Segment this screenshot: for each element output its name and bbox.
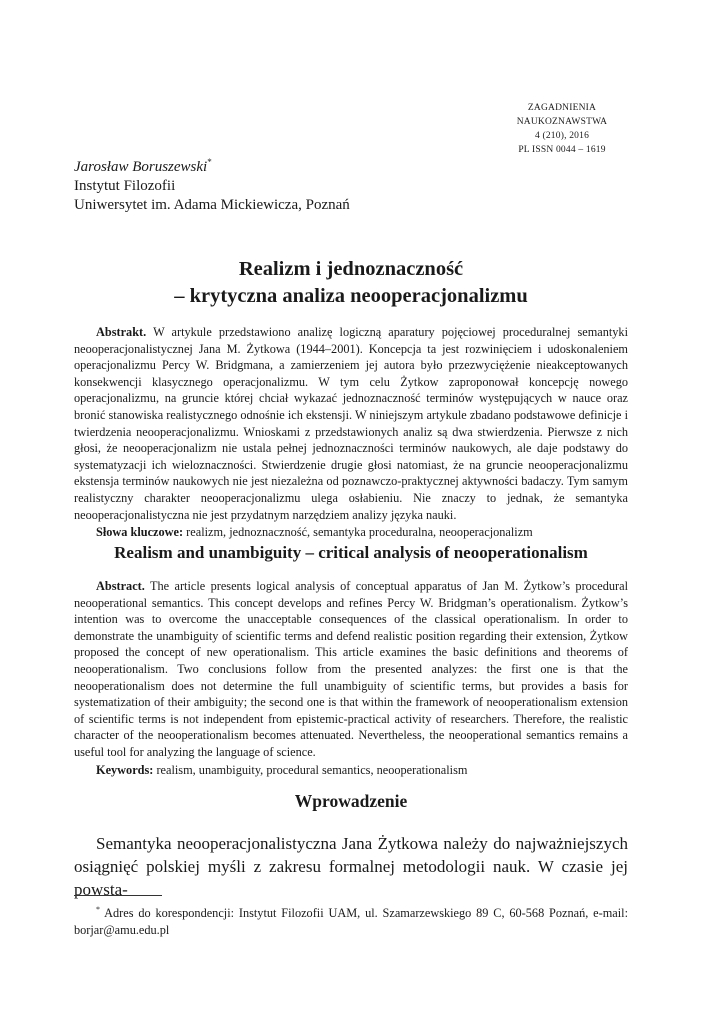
paper-title-line1: Realizm i jednoznaczność [238,258,464,280]
footnote [74,902,628,938]
footnote-divider [74,895,162,896]
abstract-en-text: The article presents logical analysis of conceptual apparatus of Jan M. Żytkow’s procedural neooperational semantics. This concept develops and refines Percy W. Bridgman’s operationalism. Żytkow’s intention was to overcome the unacceptable consequences of the classical operationalism. In order to demonstrate the unambiguity of scientific terms and defend realistic position regarding their extension, Żytkow proposed the concept of new operationalism. This article examines the basic definitions and theorems of neooperationalism. Two conclusions follow from the presented analyzes: the first one is that the neooperationalism does not determine the full unambiguity of scientific terms, but provides a basis for systematization of their ambiguity; the second one is that within the framework of neooperationalism extension of scientific terms is not independent from epistemic-practical activity of researchers. Therefore, the realistic character of the neooperationalism becomes attenuated. Nevertheless, the neooperational semantics remains a useful tool for analyzing the language of science. [74,579,628,759]
author-name-line [74,153,350,177]
keywords-pl-text: realizm, jednoznaczność, semantyka proceduralna, neooperacjonalizm [183,525,533,540]
abstract-pl [74,324,628,541]
author-name: Jarosław Boruszewski [74,159,208,175]
journal-name-line1: ZAGADNIENIA [527,103,597,113]
body-text [74,832,628,901]
keywords-en [74,762,628,779]
author-institute: Instytut Filozofii [74,178,176,194]
author-block [74,153,350,215]
keywords-en-label: Keywords: [96,762,154,777]
keywords-pl [74,524,628,541]
paper-title-line2: – krytyczna analiza neooperacjonalizmu [174,285,528,307]
journal-info [422,101,622,157]
keywords-en-text: realism, unambiguity, procedural semantics, neooperationalism [153,762,468,777]
author-footnote-marker[interactable]: * [207,157,212,167]
abstract-pl-paragraph [74,324,628,523]
english-title: Realism and unambiguity – critical analysis of neooperationalism [114,543,588,562]
journal-issue: 4 (210), 2016 [534,131,590,141]
abstract-en-label: Abstract. [96,579,145,593]
abstract-en [74,578,628,778]
paper-title [74,256,628,310]
footnote-marker: * [96,905,100,914]
body-paragraph: Semantyka neooperacjonalistyczna Jana Żytkowa należy do najważniejszych osiągnięć polskiej myśli z zakresu formalnej metodologii nauk. W czasie jej powsta- [74,834,628,899]
author-university: Uniwersytet im. Adama Mickiewicza, Poznań [74,197,350,213]
footnote-text: Adres do korespondencji: Instytut Filozofii UAM, ul. Szamarzewskiego 89 C, 60-568 Poznań, e-mail: borjar@amu.edu.pl [74,906,628,937]
abstract-pl-label: Abstrakt. [96,325,147,339]
journal-issn: PL ISSN 0044 – 1619 [518,145,606,155]
footnote-paragraph [74,902,628,938]
abstract-pl-text: W artykule przedstawiono analizę logiczną aparatury pojęciowej proceduralnej semantyki neooperacjonalistycznej Jana M. Żytkowa (1944–2001). Koncepcja ta jest rozwinięciem i udoskonaleniem operacjonalizmu Percy W. Bridgmana, a zamierzeniem jej autora było przezwyciężenie nieakceptowanych konsekwencji klasycznego operacjonalizmu. W tym celu Żytkow zaproponował koncepcję nowego operacjonalizmu, na gruncie której chciał wykazać jednoznaczność terminów występujących w nauce oraz bronić stanowiska realistycznego odnośnie ich ekstensji. W niniejszym artykule zbadano podstawowe definicje i twierdzenia neooperacjonalizmu. Wnioskami z przedstawionych analiz są dwa stwierdzenia. Pierwsze z nich głosi, że neooperacjonalizm nie ustala pełnej jednoznaczności terminów naukowych, ale daje podstawy do systematyzacji ich wieloznaczności. Stwierdzenie drugie głosi natomiast, że na gruncie neooperacjonalizmu ekstensja terminów naukowych nie jest niezależna od poznawczo-praktycznej aktywności badaczy. Tym samym realistyczny charakter neooperacjonalizmu ulega osłabieniu. Nie znaczy to jednak, że semantyka neooperacjonalistyczna nie jest przydatnym narzędziem analizy języka nauki. [74,325,628,522]
keywords-pl-label: Słowa kluczowe: [96,525,184,540]
section-heading: Wprowadzenie [294,791,408,811]
abstract-en-paragraph [74,578,628,761]
journal-name-line2: NAUKOZNAWSTWA [516,117,608,127]
